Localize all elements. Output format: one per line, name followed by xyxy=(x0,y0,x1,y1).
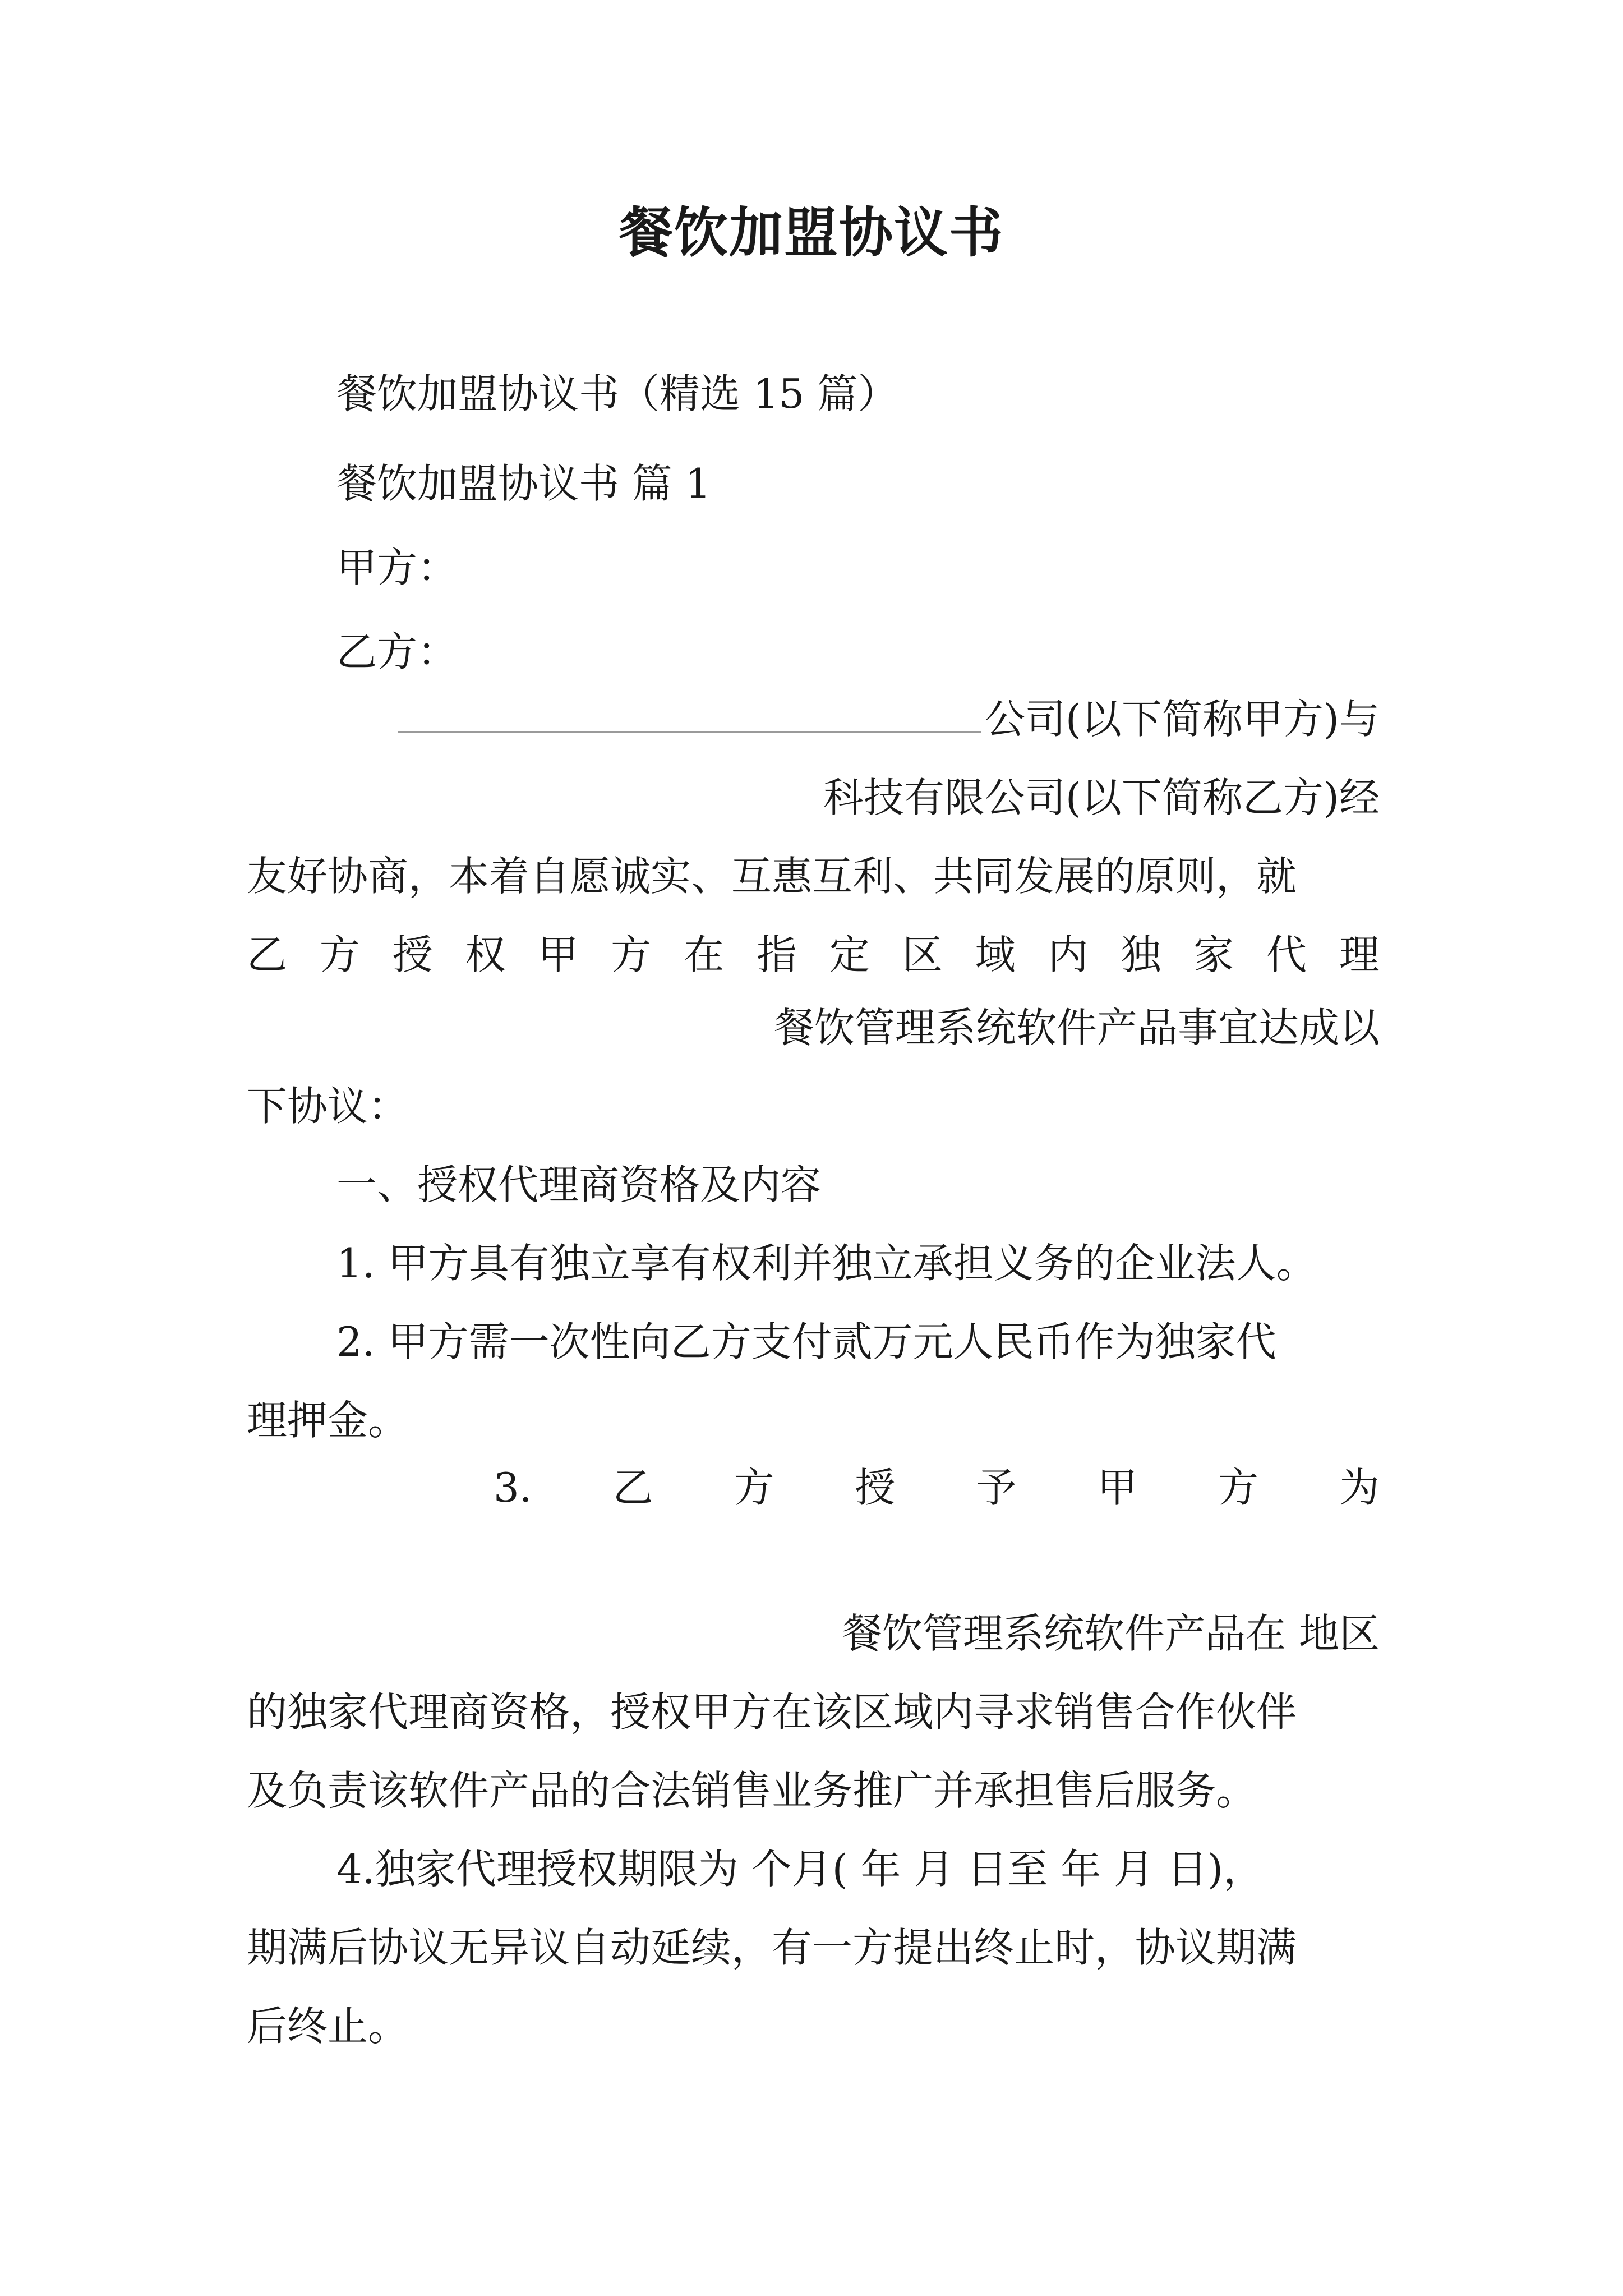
clause-3-char: 方 xyxy=(1218,1464,1259,1511)
intro-line-4-char: 理 xyxy=(1339,931,1380,978)
party-b-label: 乙方： xyxy=(336,628,458,675)
intro-line-4-char: 在 xyxy=(684,931,725,978)
clause-4-line-2: 期满后协议无异议自动延续，有一方提出终止时，协议期满 xyxy=(247,1924,1297,1971)
intro-line-6: 下协议： xyxy=(247,1083,409,1130)
clause-3-line-1 xyxy=(494,1460,1380,1516)
intro-line-4-char: 乙 xyxy=(247,931,288,978)
clause-1: 1. 甲方具有独立享有权利并独立承担义务的企业法人。 xyxy=(336,1240,1317,1287)
intro-line-4-char: 方 xyxy=(611,931,652,978)
intro-line-4-char: 方 xyxy=(319,931,360,978)
subtitle: 餐饮加盟协议书（精选 15 篇） xyxy=(336,370,898,417)
intro-line-4-char: 独 xyxy=(1121,931,1161,978)
clause-4-line-1: 4.独家代理授权期限为 个月( 年 月 日至 年 月 日)， xyxy=(336,1846,1264,1893)
section-heading-1: 一、授权代理商资格及内容 xyxy=(336,1161,822,1208)
fill-in-blank xyxy=(398,697,981,733)
intro-line-4-char: 区 xyxy=(902,931,943,978)
intro-line-5: 餐饮管理系统软件产品事宜达成以 xyxy=(773,1004,1380,1051)
intro-line-1 xyxy=(247,691,1380,747)
intro-line-3: 友好协商，本着自愿诚实、互惠互利、共同发展的原则，就 xyxy=(247,853,1297,900)
clause-3-char: 甲 xyxy=(1097,1464,1138,1511)
intro-line-4-char: 家 xyxy=(1193,931,1234,978)
intro-line-4-char: 代 xyxy=(1266,931,1307,978)
section-heading: 餐饮加盟协议书 篇 1 xyxy=(336,460,711,507)
clause-3-char: 3. xyxy=(494,1464,532,1511)
intro-line-4-char: 域 xyxy=(975,931,1016,978)
clause-3-line-3: 的独家代理商资格，授权甲方在该区域内寻求销售合作伙伴 xyxy=(247,1688,1297,1736)
intro-line-4-char: 指 xyxy=(757,931,797,978)
clause-3-char: 方 xyxy=(734,1464,774,1511)
intro-line-4-char: 定 xyxy=(829,931,870,978)
intro-line-2: 科技有限公司(以下简称乙方)经 xyxy=(823,774,1380,821)
clause-3-char: 予 xyxy=(976,1464,1017,1511)
clause-3-char: 为 xyxy=(1339,1464,1380,1511)
clause-3-char: 乙 xyxy=(612,1464,653,1511)
intro-line-4 xyxy=(247,927,1380,983)
clause-2-line-2: 理押金。 xyxy=(247,1397,409,1444)
document-title: 餐饮加盟协议书 xyxy=(619,201,1004,264)
clause-2-line-1: 2. 甲方需一次性向乙方支付贰万元人民币作为独家代 xyxy=(336,1318,1276,1365)
clause-3-line-4: 及负责该软件产品的合法销售业务推广并承担售后服务。 xyxy=(247,1767,1257,1814)
intro-line-1-text: 公司(以下简称甲方)与 xyxy=(984,696,1380,743)
clause-3-char: 授 xyxy=(855,1464,896,1511)
clause-4-line-3: 后终止。 xyxy=(247,2003,409,2050)
intro-line-4-char: 权 xyxy=(465,931,506,978)
clause-3-line-2: 餐饮管理系统软件产品在 地区 xyxy=(842,1610,1380,1657)
intro-line-4-char: 授 xyxy=(392,931,433,978)
intro-line-4-char: 甲 xyxy=(538,931,579,978)
intro-line-4-char: 内 xyxy=(1048,931,1089,978)
party-a-label: 甲方： xyxy=(336,544,458,591)
